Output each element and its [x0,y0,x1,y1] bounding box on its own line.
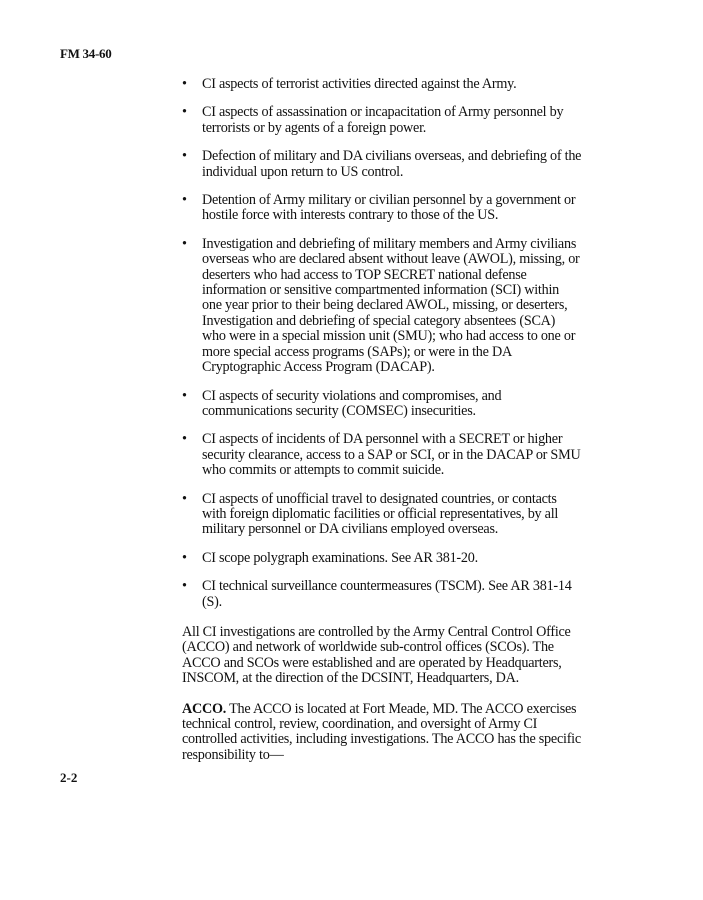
bullet-dot-icon: • [182,490,187,507]
bullet-item [182,432,582,478]
bullet-dot-icon: • [182,431,187,448]
bullet-text: CI aspects of assassination or incapacitation of Army personnel by terrorists or by agents of a foreign power. [202,104,564,136]
bullet-item [182,579,582,610]
bullet-dot-icon: • [182,148,187,165]
bullet-item [182,105,582,136]
bullet-dot-icon: • [182,387,187,404]
bullet-dot-icon: • [182,235,187,252]
bullet-text: CI aspects of unofficial travel to designated countries, or contacts with foreign diplomatic facilities or official representatives, by all military personnel or DA civilians employed overseas. [202,490,559,538]
acco-responsibility-paragraph [182,702,582,764]
bullet-dot-icon: • [182,104,187,121]
acco-heading: ACCO. [182,700,227,717]
bullet-item [182,149,582,180]
bullet-list [182,77,582,610]
bullet-dot-icon: • [182,76,187,92]
document-code-header: FM 34-60 [60,46,112,61]
acco-overview-paragraph: All CI investigations are controlled by the Army Central Control Office (ACCO) and network of worldwide sub-control offices (SCOs). The ACCO and SCOs were established and are operated by Headquarters, INSCOM, at the direction of the DCSINT, Headquarters, DA. [182,623,571,687]
bullet-item [182,77,582,92]
bullet-text: CI aspects of incidents of DA personnel with a SECRET or higher security clearance, access to a SAP or SCI, or in the DACAP or SMU who commits or attempts to commit suicide. [202,431,581,479]
bullet-text: CI aspects of terrorist activities directed against the Army. [202,76,517,92]
bullet-text: CI aspects of security violations and compromises, and communications security (COMSEC) insecurities. [202,387,502,419]
bullet-item [182,389,582,420]
bullet-dot-icon: • [182,578,187,595]
bullet-text: CI technical surveillance countermeasures (TSCM). See AR 381-14 (S). [202,578,572,610]
page-content [182,77,582,763]
bullet-item [182,551,582,566]
bullet-dot-icon: • [182,549,187,566]
bullet-text: Detention of Army military or civilian personnel by a government or hostile force with interests contrary to those of the US. [202,192,576,224]
bullet-dot-icon: • [182,192,187,209]
bullet-item [182,237,582,376]
bullet-text: Defection of military and DA civilians overseas, and debriefing of the individual upon return to US control. [202,148,582,180]
bullet-text: CI scope polygraph examinations. See AR 381-20. [202,549,478,566]
bullet-text: Investigation and debriefing of military members and Army civilians overseas who are declared absent without leave (AWOL), missing, or deserters who had access to TOP SECRET national defense information or sensitive compartmented information (SCI) within one year prior to their being declared AWOL, missing, or deserters, Investigation and debriefing of special category absentees (SCA) who were in a special mission unit (SMU); who had access to one or more special access programs (SAPs); or were in the DA Cryptographic Access Program (DACAP). [202,235,580,376]
acco-paragraph-text: The ACCO is located at Fort Meade, MD. The ACCO exercises technical control, review, coordination, and oversight of Army CI controlled activities, including investigations. The ACCO has the specific responsibility to— [182,700,581,763]
bullet-item [182,492,582,538]
page-number: 2-2 [60,770,78,785]
bullet-item [182,193,582,224]
